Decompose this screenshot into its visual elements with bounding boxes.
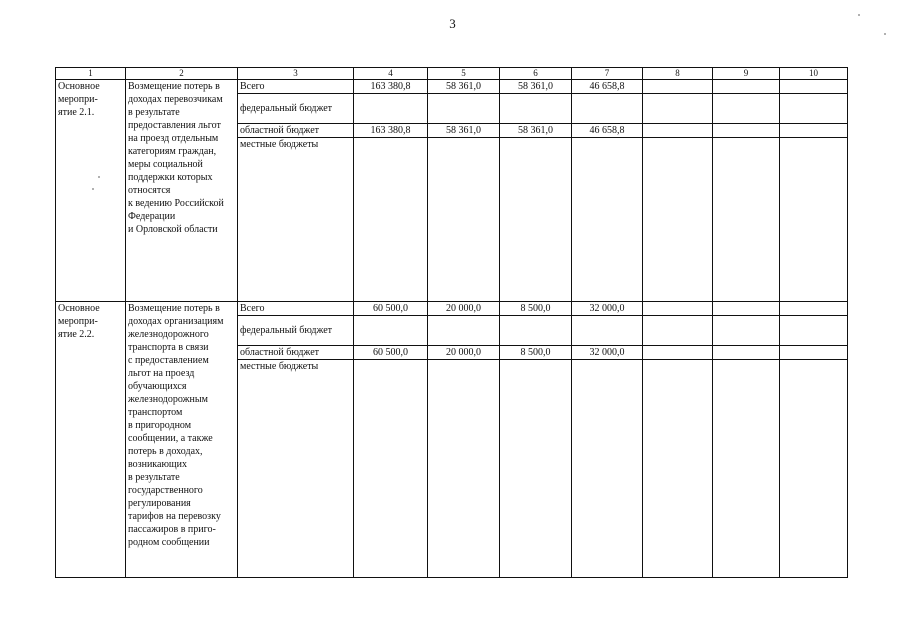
amount-cell: 20 000,0 — [428, 302, 500, 316]
column-number: 3 — [238, 68, 354, 80]
empty-cell — [572, 316, 643, 346]
column-number: 9 — [713, 68, 780, 80]
column-number: 5 — [428, 68, 500, 80]
amount-cell: 60 500,0 — [354, 302, 428, 316]
column-number: 6 — [500, 68, 572, 80]
column-number: 8 — [643, 68, 713, 80]
funding-source-local: местные бюджеты — [238, 138, 354, 302]
funding-source-local: местные бюджеты — [238, 360, 354, 578]
column-number: 2 — [126, 68, 238, 80]
empty-cell — [500, 360, 572, 578]
activity-description: Возмещение потерь в доходах организациям железнодорожного транспорта в связи с предоставлением льгот на проезд обучающихся железнодорожным транспортом в пригородном сообщении, а также потерь в доходах, возникающих в результате государственного регулирования тарифов на перевозку пассажиров в приго- родном сообщении — [126, 302, 238, 578]
amount-cell: 58 361,0 — [428, 80, 500, 94]
empty-cell — [500, 138, 572, 302]
amount-cell: 32 000,0 — [572, 346, 643, 360]
empty-cell — [500, 316, 572, 346]
empty-cell — [780, 346, 848, 360]
empty-cell — [713, 302, 780, 316]
empty-cell — [572, 138, 643, 302]
empty-cell — [643, 360, 713, 578]
funding-source-total: Всего — [238, 302, 354, 316]
empty-cell — [354, 316, 428, 346]
empty-cell — [354, 138, 428, 302]
amount-cell: 8 500,0 — [500, 302, 572, 316]
empty-cell — [643, 94, 713, 124]
empty-cell — [500, 94, 572, 124]
empty-cell — [643, 302, 713, 316]
amount-cell: 163 380,8 — [354, 124, 428, 138]
page-number: 3 — [449, 16, 456, 31]
empty-cell — [572, 94, 643, 124]
funding-source-regional: областной бюджет — [238, 124, 354, 138]
amount-cell: 46 658,8 — [572, 124, 643, 138]
scan-speck — [884, 33, 886, 35]
empty-cell — [780, 124, 848, 138]
empty-cell — [713, 316, 780, 346]
empty-cell — [713, 124, 780, 138]
empty-cell — [713, 360, 780, 578]
empty-cell — [643, 80, 713, 94]
table-row — [56, 302, 848, 316]
empty-cell — [780, 80, 848, 94]
activity-code: Основное меропри- ятие 2.2. — [56, 302, 126, 578]
scan-speck — [858, 14, 860, 16]
empty-cell — [643, 346, 713, 360]
activity-description: Возмещение потерь в доходах перевозчикам в результате предоставления льгот на проезд отдельным категориям граждан, меры социальной поддержки которых относятся к ведению Российской Федерации и Орловской области — [126, 80, 238, 302]
amount-cell: 58 361,0 — [428, 124, 500, 138]
budget-table — [55, 67, 848, 578]
scan-speck — [92, 188, 94, 190]
empty-cell — [713, 94, 780, 124]
empty-cell — [713, 80, 780, 94]
column-number: 10 — [780, 68, 848, 80]
empty-cell — [428, 138, 500, 302]
column-number: 7 — [572, 68, 643, 80]
amount-cell: 20 000,0 — [428, 346, 500, 360]
table-row — [56, 80, 848, 94]
empty-cell — [354, 94, 428, 124]
empty-cell — [428, 94, 500, 124]
empty-cell — [428, 316, 500, 346]
amount-cell: 46 658,8 — [572, 80, 643, 94]
scan-speck — [98, 176, 100, 178]
column-number: 1 — [56, 68, 126, 80]
empty-cell — [713, 138, 780, 302]
funding-source-total: Всего — [238, 80, 354, 94]
empty-cell — [428, 360, 500, 578]
empty-cell — [643, 138, 713, 302]
empty-cell — [780, 94, 848, 124]
amount-cell: 32 000,0 — [572, 302, 643, 316]
amount-cell: 58 361,0 — [500, 80, 572, 94]
funding-source-federal: федеральный бюджет — [238, 316, 354, 346]
empty-cell — [643, 124, 713, 138]
empty-cell — [354, 360, 428, 578]
funding-source-regional: областной бюджет — [238, 346, 354, 360]
amount-cell: 8 500,0 — [500, 346, 572, 360]
column-number-row — [56, 68, 848, 80]
empty-cell — [780, 138, 848, 302]
amount-cell: 163 380,8 — [354, 80, 428, 94]
funding-source-federal: федеральный бюджет — [238, 94, 354, 124]
empty-cell — [572, 360, 643, 578]
empty-cell — [780, 302, 848, 316]
activity-code: Основное меропри- ятие 2.1. — [56, 80, 126, 302]
empty-cell — [713, 346, 780, 360]
empty-cell — [780, 316, 848, 346]
amount-cell: 58 361,0 — [500, 124, 572, 138]
column-number: 4 — [354, 68, 428, 80]
amount-cell: 60 500,0 — [354, 346, 428, 360]
empty-cell — [643, 316, 713, 346]
empty-cell — [780, 360, 848, 578]
